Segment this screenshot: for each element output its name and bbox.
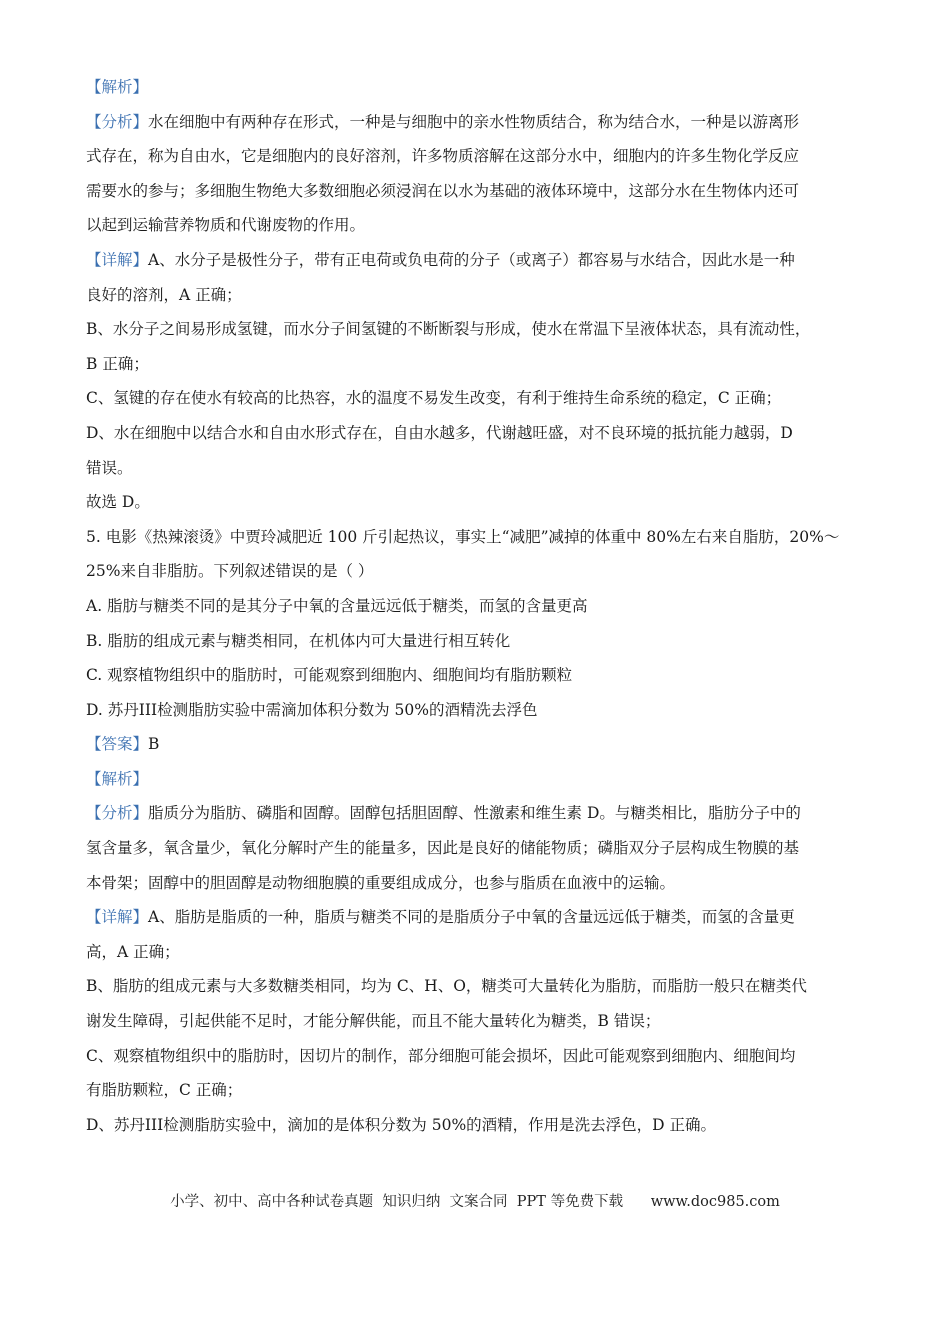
paragraph-text: 水在细胞中有两种存在形式，一种是与细胞中的亲水性物质结合，称为结合水，一种是以游离形 [148, 112, 800, 131]
paragraph-line: D、苏丹III检测脂肪实验中，滴加的是体积分数为 50%的酒精，作用是洗去浮色，D 正确。 [86, 1115, 717, 1134]
paragraph-line: 以起到运输营养物质和代谢废物的作用。 [86, 216, 366, 235]
document-body [86, 70, 866, 1142]
detail-tag: 【详解】 [86, 908, 149, 927]
paragraph-line: 故选 D。 [86, 493, 150, 512]
answer-value: B [148, 735, 160, 754]
option-c: C. 观察植物组织中的脂肪时，可能观察到细胞内、细胞间均有脂肪颗粒 [86, 666, 573, 685]
fenxi-tag: 【分析】 [86, 804, 149, 823]
paragraph-line: 有脂肪颗粒，C 正确； [86, 1081, 243, 1100]
footer-url[interactable]: www.doc985.com [650, 1194, 780, 1210]
question-stem: 25%来自非脂肪。下列叙述错误的是（ ） [86, 562, 374, 581]
paragraph-line: B、脂肪的组成元素与大多数糖类相同，均为 C、H、O，糖类可大量转化为脂肪，而脂肪一般只在糖类代 [86, 977, 807, 996]
section-heading-analysis [86, 762, 866, 797]
paragraph-line: C、氢键的存在使水有较高的比热容，水的温度不易发生改变，有利于维持生命系统的稳定，C 正确； [86, 389, 782, 408]
paragraph-line [86, 900, 866, 935]
paragraph-text: 脂质分为脂肪、磷脂和固醇。固醇包括胆固醇、性激素和维生素 D。与糖类相比，脂肪分子中的 [148, 804, 801, 823]
option-a: A. 脂肪与糖类不同的是其分子中氧的含量远远低于糖类，而氢的含量更高 [86, 596, 588, 615]
answer-line [86, 727, 866, 762]
paragraph-line: 需要水的参与；多细胞生物绝大多数细胞必须浸润在以水为基础的液体环境中，这部分水在生物体内还可 [86, 181, 800, 200]
paragraph-line: 谢发生障碍，引起供能不足时，才能分解供能，而且不能大量转化为糖类，B 错误； [86, 1012, 661, 1031]
option-d: D. 苏丹III检测脂肪实验中需滴加体积分数为 50%的酒精洗去浮色 [86, 700, 538, 719]
footer-text: 小学、初中、高中各种试卷真题 知识归纳 文案合同 PPT 等免费下载 [170, 1194, 624, 1210]
option-b: B. 脂肪的组成元素与糖类相同，在机体内可大量进行相互转化 [86, 631, 511, 650]
paragraph-line: 式存在，称为自由水，它是细胞内的良好溶剂，许多物质溶解在这部分水中，细胞内的许多生物化学反应 [86, 147, 800, 166]
paragraph-line: 本骨架；固醇中的胆固醇是动物细胞膜的重要组成成分，也参与脂质在血液中的运输。 [86, 873, 676, 892]
paragraph-line [86, 105, 866, 140]
paragraph-line: 高，A 正确； [86, 942, 180, 961]
question-stem: 5. 电影《热辣滚烫》中贾玲减肥近 100 斤引起热议，事实上“减肥”减掉的体重中 80%左右来自脂肪，20%～ [86, 527, 840, 546]
paragraph-line [86, 243, 866, 278]
paragraph-line: B、水分子之间易形成氢键，而水分子间氢键的不断断裂与形成，使水在常温下呈液体状态，具有流动性， [86, 320, 811, 339]
answer-tag: 【答案】 [86, 735, 149, 754]
paragraph-line: B 正确； [86, 354, 149, 373]
paragraph-line: 错误。 [86, 458, 133, 477]
page-footer [0, 1190, 950, 1211]
paragraph-text: A、水分子是极性分子，带有正电荷或负电荷的分子（或离子）都容易与水结合，因此水是一种 [148, 250, 795, 269]
paragraph-line: 氢含量多，氧含量少，氧化分解时产生的能量多，因此是良好的储能物质；磷脂双分子层构成生物膜的基 [86, 839, 800, 858]
detail-tag: 【详解】 [86, 250, 149, 269]
section-heading-analysis [86, 70, 866, 105]
paragraph-line: D、水在细胞中以结合水和自由水形式存在，自由水越多，代谢越旺盛，对不良环境的抵抗能力越弱，D [86, 423, 793, 442]
paragraph-line: 良好的溶剂，A 正确； [86, 285, 242, 304]
analysis-tag: 【解析】 [86, 78, 149, 96]
analysis-tag: 【解析】 [86, 769, 149, 788]
paragraph-line [86, 796, 866, 831]
paragraph-text: A、脂肪是脂质的一种，脂质与糖类不同的是脂质分子中氧的含量远远低于糖类，而氢的含量更 [148, 908, 795, 927]
paragraph-line: C、观察植物组织中的脂肪时，因切片的制作，部分细胞可能会损坏，因此可能观察到细胞内、细胞间均 [86, 1046, 796, 1065]
fenxi-tag: 【分析】 [86, 112, 149, 131]
